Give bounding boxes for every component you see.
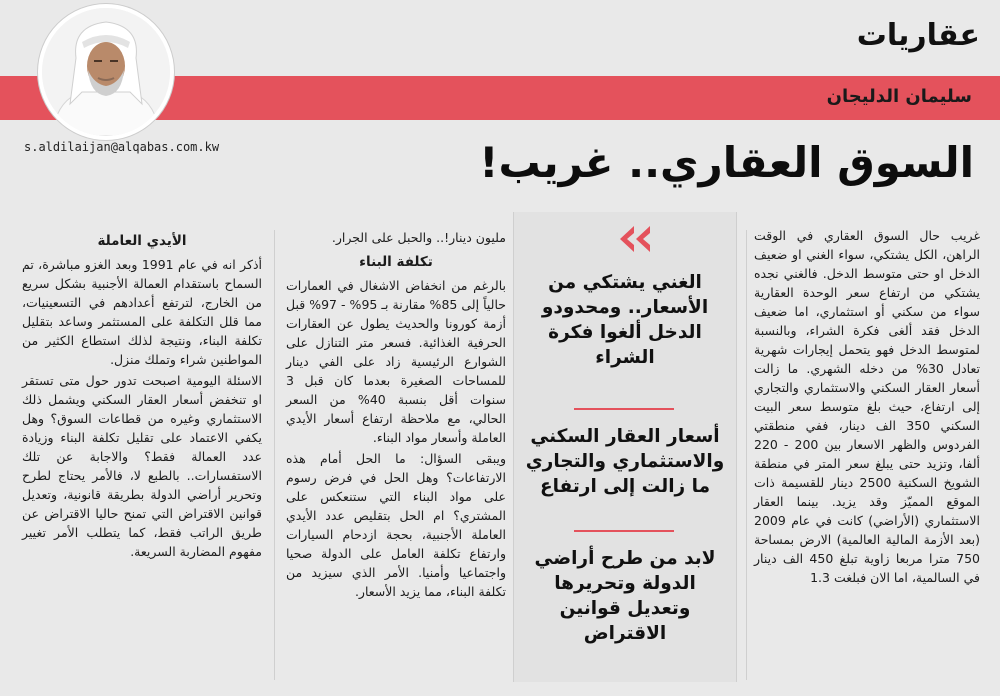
column-divider — [746, 230, 747, 680]
section-title: عقاريات — [856, 18, 980, 53]
author-photo — [38, 4, 174, 140]
article-paragraph: أذكر انه في عام 1991 وبعد الغزو مباشرة، تم السماح باستقدام العمالة الأجنبية بشكل سريع من الخارج، لترتفع أعدادهم في التسعينيات، مما قلل التكلفة على المستثمر وساعد بتقليل تكلفة البناء، ونتيجة لذلك استطاع الكثير من المواطنين شراء وتملك منزل. — [22, 257, 262, 367]
pull-quote-3: لابد من طرح أراضي الدولة وتحريرها وتعديل قوانين الاقتراض — [534, 548, 716, 644]
article-paragraph: مليون دينار!.. والحبل على الجرار. — [331, 230, 506, 245]
subheading-labor: الأيدي العاملة — [97, 233, 187, 249]
pull-quote-1: الغني يشتكي من الأسعار.. ومحدودو الدخل ألغوا فكرة الشراء — [541, 272, 709, 368]
article-column-2 — [286, 228, 506, 603]
quote-divider — [574, 408, 674, 410]
subheading-building-cost: تكلفة البناء — [359, 254, 433, 270]
quote-divider — [574, 530, 674, 532]
author-name: سليمان الدليجان — [826, 86, 972, 107]
pull-quote-box — [513, 212, 737, 682]
article-paragraph: ويبقى السؤال: ما الحل أمام هذه الارتفاعات؟ وهل الحل في فرض رسوم على مواد البناء التي ستنعكس على المشتري؟ ام الحل بتقليص عدد الأيدي العاملة الأجنبية، بحجة ازدحام السيارات وارتفاع تكلفة العامل على الدولة صحيا واجتماعيا وأمنيا. الأمر الذي سيزيد من تكلفة البناء، مما يزيد الأسعار. — [286, 451, 506, 599]
pull-quote-2: أسعار العقار السكني والاستثماري والتجاري ما زالت إلى ارتفاع — [525, 426, 725, 497]
article-paragraph: بالرغم من انخفاض الاشغال في العمارات حالياً إلى 85% مقارنة بـ 95% - 97% قبل أزمة كورونا والحديث يطول عن العقارات الحرفية الغذائية. فسعر متر التنازل على الشوارع الرئيسية زاد على الفي دينار للمساحات الصغيرة بعدما كان قبل 3 سنوات أقل بنسبة 40% من السعر الحالي، مع ملاحظة ارتفاع أسعار الأيدي العاملة وأسعار مواد البناء. — [286, 278, 507, 445]
column-divider — [274, 230, 275, 680]
author-email[interactable]: s.aldilaijan@alqabas.com.kw — [24, 140, 220, 154]
article-paragraph: غريب حال السوق العقاري في الوقت الراهن، الكل يشتكي، سواء الغني او ضعيف الدخل او حتى متوسط الدخل. فالغني نجده يشتكي من ارتفاع سعر الوحدة العقارية سواء من سكني أو استثماري، اما ضعيف الدخل فقد ألغى فكرة الشراء، وبالنسبة لمتوسط الدخل فهو يتحمل إيجارات شهرية تعادل 30% من دخله الشهري. ما زالت أسعار العقار السكني والاستثماري والتجاري إلى ارتفاع، حيث بلغ متوسط سعر البيت السكني 350 الف دينار، ففي منطقتي الفردوس والظهر الاسعار بين 200 - 220 ألفا، وتزيد حتى يبلغ سعر المتر في منطقة الشويخ السكنية 2500 دينار للقسيمة ذات الموقع المميّز وقد يزيد. بينما العقار الاستثماري (الأراضي) كانت في عام 2009 (بعد الأزمة المالية العالمية) الارض بمساحة 750 مترا مربعا زاوية تبلغ 450 الف دينار في السالمية، اما الان فبلغت 1.3 — [754, 228, 981, 585]
article-column-1 — [754, 226, 980, 589]
article-paragraph: الاسئلة اليومية اصبحت تدور حول متى تستقر او تنخفض أسعار العقار السكني ويشمل ذلك الاستثماري وغيره من قطاعات السوق؟ وهل يكفي الاعتماد على تقليل تكلفة البناء وزيادة عدد العمالة فقط؟ والاجابة عن تلك الاستفسارات.. بالطبع لا، فالأمر يحتاج لطرح وتحرير أراضي الدولة بطريقة قانونية، وتعديل قوانين الاقتراض التي تمنح حاليا الاقتراض عن طريق الراتب فقط، كما يتطلب الأمر تغيير مفهوم المضاربة السريعة. — [22, 373, 262, 559]
quote-mark-icon — [618, 224, 654, 254]
article-column-3 — [22, 232, 262, 563]
headline: السوق العقاري.. غريب! — [479, 138, 974, 187]
author-portrait-icon — [42, 8, 170, 136]
